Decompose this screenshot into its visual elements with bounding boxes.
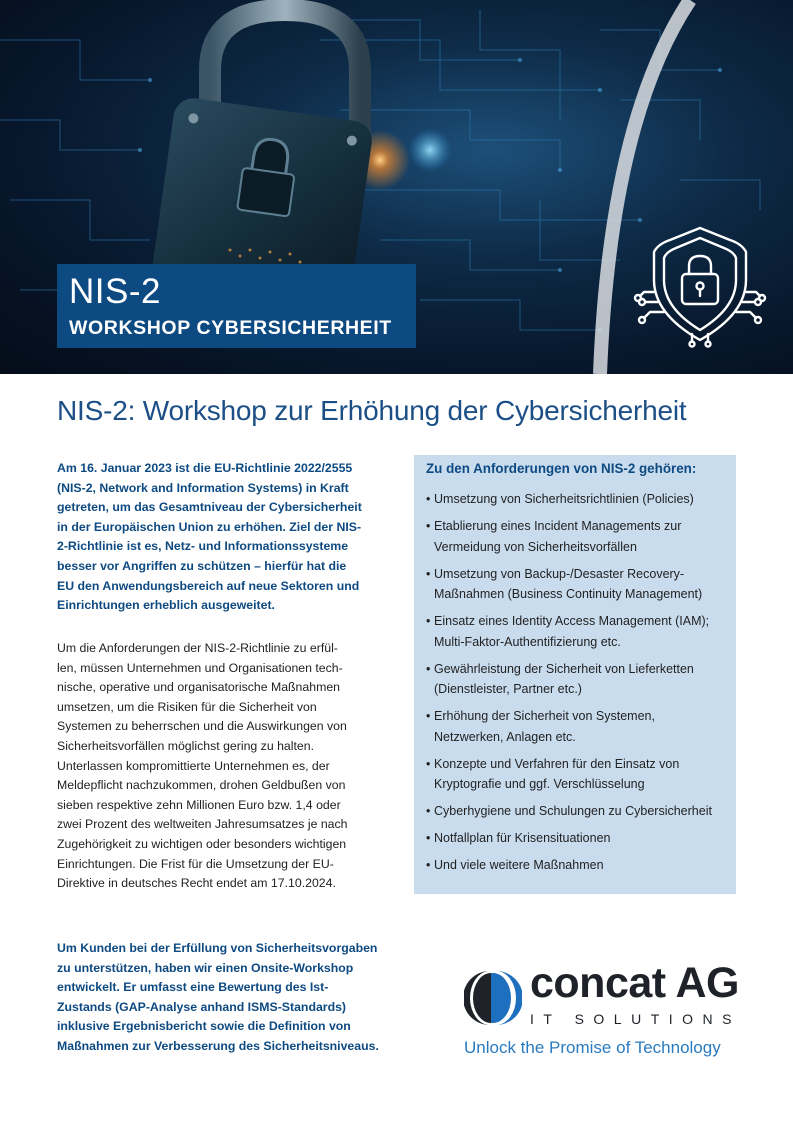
hero-subtitle: WORKSHOP CYBERSICHERHEIT	[69, 317, 392, 339]
text-line: getreten, um das Gesamtniveau der Cybersicherheit	[57, 500, 362, 515]
text-line: besser vor Angriffen zu schützen – hierfür hat die	[57, 558, 347, 573]
logo-subtitle: IT SOLUTIONS	[530, 1011, 741, 1027]
text-line: 2-Richtlinie ist es, Netz- und Informationssysteme	[57, 539, 349, 554]
text-line: sieben respektive zehn Millionen Euro bzw. 1,4 oder	[57, 797, 341, 812]
text-line: zu unterstützen, haben wir einen Onsite-Workshop	[57, 960, 354, 975]
text-line: Maßnahmen zur Verbesserung des Sicherheitsniveaus.	[57, 1038, 379, 1053]
list-item: • Cyberhygiene und Schulungen zu Cybersicherheit	[426, 801, 731, 822]
hero-title-box	[57, 264, 416, 348]
body-paragraph	[57, 639, 372, 894]
shield-lock-circuit-icon	[632, 222, 768, 348]
list-item: • Gewährleistung der Sicherheit von Lieferketten (Dienstleister, Partner etc.)	[426, 659, 731, 700]
text-line: nische, operative und organisatorische Maßnahmen	[57, 680, 340, 695]
intro-paragraph	[57, 459, 372, 616]
text-line: Einrichtungen. Die Frist für die Umsetzung der EU-	[57, 856, 334, 871]
text-line: len, müssen Unternehmen und Organisationen tech-	[57, 660, 343, 675]
text-line: Sicherheitsvorfällen möglichst gering zu halten.	[57, 738, 315, 753]
text-line: umsetzen, um die Risiken für die Sicherheit von	[57, 699, 317, 714]
list-item: • Umsetzung von Sicherheitsrichtlinien (Policies)	[426, 489, 731, 510]
text-line: Meldepflicht nachzukommen, drohen Geldbußen von	[57, 778, 346, 793]
text-line: Um die Anforderungen der NIS-2-Richtlinie zu erfül-	[57, 641, 338, 655]
text-line: Direktive in deutsches Recht endet am 17.10.2024.	[57, 876, 336, 891]
text-line: Am 16. Januar 2023 ist die EU-Richtlinie 2022/2555	[57, 461, 353, 475]
requirements-list	[426, 489, 731, 882]
text-line: inklusive Ergebnisbericht sowie die Definition von	[57, 1019, 351, 1034]
hero-banner	[0, 0, 793, 374]
text-line: Zugehörigkeit zu wichtigen oder besonders wichtigen	[57, 836, 347, 851]
text-line: Zustands (GAP-Analyse anhand ISMS-Standards)	[57, 999, 347, 1014]
text-line: Einrichtungen erheblich ausgeweitet.	[57, 598, 275, 613]
text-line: Unterlassen kompromittierte Unternehmen es, der	[57, 758, 330, 773]
text-line: entwickelt. Er umfasst eine Bewertung des Ist-	[57, 980, 329, 995]
list-item: • Umsetzung von Backup-/Desaster Recovery- Maßnahmen (Business Continuity Management)	[426, 564, 731, 605]
list-item: • Erhöhung der Sicherheit von Systemen, Netzwerken, Anlagen etc.	[426, 706, 731, 747]
text-line: Systemen zu beherrschen und die Auswirkungen von	[57, 719, 347, 734]
text-line: (NIS-2, Network and Information Systems) in Kraft	[57, 480, 349, 495]
list-item: • Konzepte und Verfahren für den Einsatz von Kryptografie und ggf. Verschlüsselung	[426, 754, 731, 795]
hero-title: NIS-2	[69, 272, 161, 311]
list-item: • Einsatz eines Identity Access Management (IAM); Multi-Faktor-Authentifizierung etc.	[426, 611, 731, 652]
closing-paragraph	[57, 939, 382, 1057]
list-item: • Etablierung eines Incident Managements zur Vermeidung von Sicherheitsvorfällen	[426, 516, 731, 557]
logo-name: concat AG	[530, 959, 739, 1007]
company-logo	[464, 959, 744, 1065]
concat-logo-mark-icon	[464, 969, 522, 1027]
logo-tagline: Unlock the Promise of Technology	[464, 1038, 721, 1057]
text-line: zwei Prozent des weltweiten Jahresumsatzes je nach	[57, 817, 348, 832]
list-item: • Notfallplan für Krisensituationen	[426, 828, 731, 849]
requirements-box	[414, 455, 736, 894]
text-line: in der Europäischen Union zu erhöhen. Ziel der NIS-	[57, 519, 362, 534]
list-item: • Und viele weitere Maßnahmen	[426, 855, 731, 876]
text-line: EU den Anwendungsbereich auf neue Sektoren und	[57, 578, 360, 593]
text-line: Um Kunden bei der Erfüllung von Sicherheitsvorgaben	[57, 941, 378, 955]
requirements-title: Zu den Anforderungen von NIS-2 gehören:	[426, 461, 697, 476]
page-headline: NIS-2: Workshop zur Erhöhung der Cybersicherheit	[57, 395, 687, 426]
